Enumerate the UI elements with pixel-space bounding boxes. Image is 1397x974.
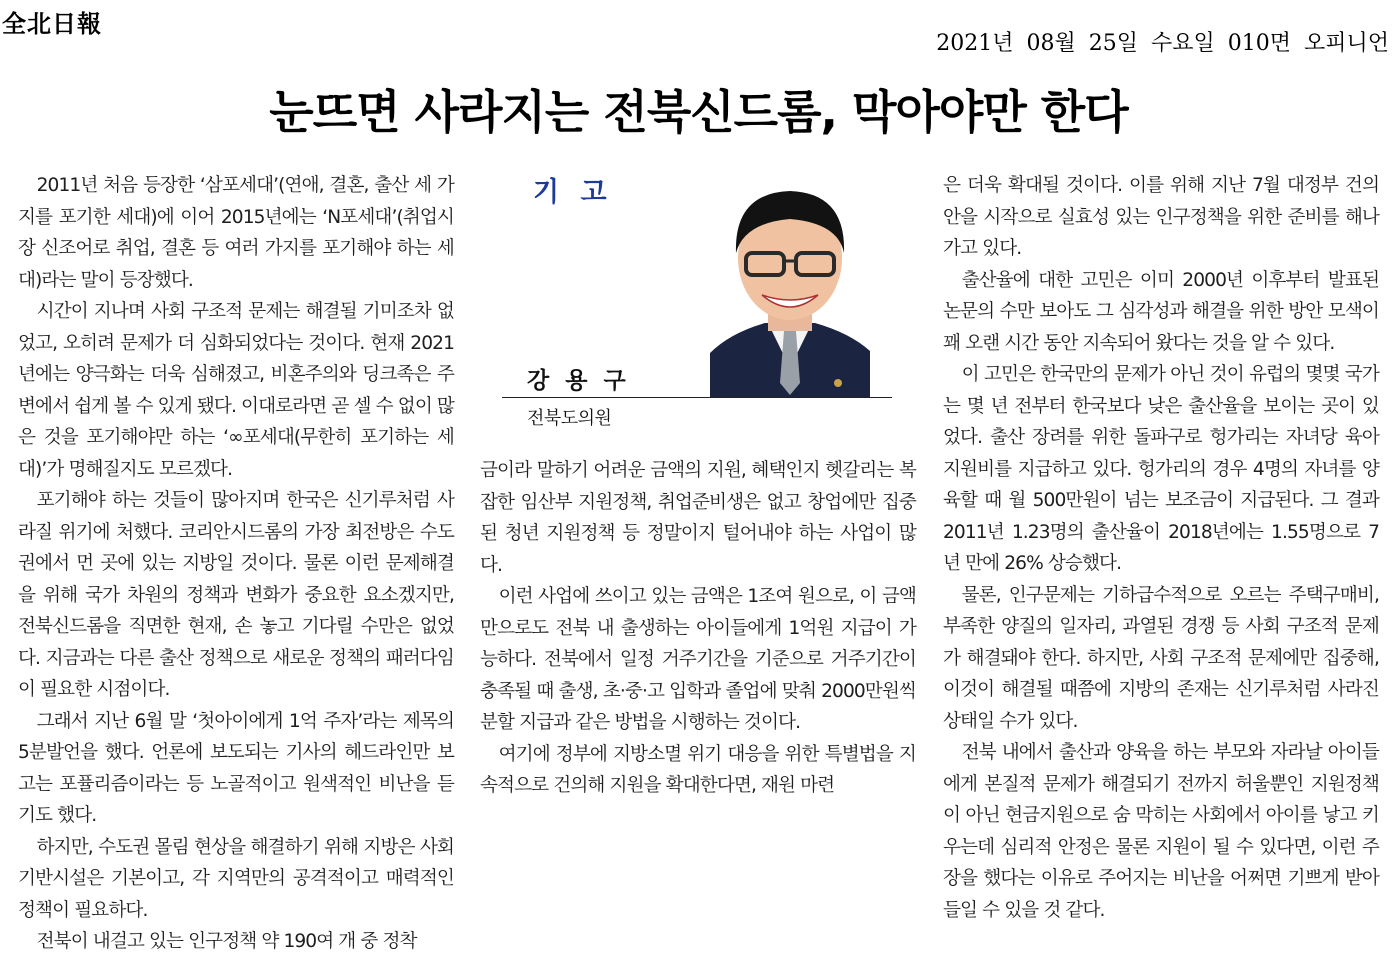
paragraph: 금이라 말하기 어려운 금액의 지원, 혜택인지 헷갈리는 복잡한 임산부 지원정책, 취업준비생은 없고 창업에만 집중된 청년 지원정책 등 정말이지 털어내야 하는 사업이 많다. [480, 460, 916, 576]
paragraph: 전북이 내걸고 있는 인구정책 약 190여 개 중 정착 [36, 931, 417, 952]
byline-divider [502, 397, 892, 398]
section-label-contribution: 기 고 [533, 177, 613, 208]
author-name: 강 용 구 [527, 368, 630, 394]
paragraph: 전북 내에서 출산과 양육을 하는 부모와 자라날 아이들에게 본질적 문제가 해결되기 전까지 허울뿐인 지원정책이 아닌 현금지원으로 숨 막히는 사회에서 아이를 낳고 키우는데 심리적 안정은 물론 지원이 될 수 있다면, 이런 주장을 했다는 이유로 주어지는 비난을 어쩌면 기쁘게 받아들일 수 있을 것 같다. [943, 742, 1379, 921]
paragraph: 시간이 지나며 사회 구조적 문제는 해결될 기미조차 없었고, 오히려 문제가 더 심화되었다는 것이다. 현재 2021년에는 양극화는 더욱 심해졌고, 비혼주의와 딩크족은 주변에서 쉽게 볼 수 있게 됐다. 이대로라면 곧 셀 수 없이 많은 것을 포기해야만 하는 ‘∞포세대(무한히 포기하는 세대)’가 명해질지도 모르겠다. [18, 301, 454, 480]
article-column-3 [943, 170, 1379, 926]
paragraph: 2011년 처음 등장한 ‘삼포세대’(연애, 결혼, 출산 세 가지를 포기한 세대)에 이어 2015년에는 ‘N포세대’(취업시장 신조어로 취업, 결혼 등 여러 가지를 포기해야 하는 세대)라는 말이 등장했다. [18, 175, 454, 291]
article-column-2 [480, 455, 916, 802]
paragraph: 은 더욱 확대될 것이다. 이를 위해 지난 7월 대정부 건의안을 시작으로 실효성 있는 인구정책을 위한 준비를 해나가고 있다. [943, 175, 1379, 259]
paragraph: 하지만, 수도권 몰림 현상을 해결하기 위해 지방은 사회기반시설은 기본이고, 각 지역만의 공격적이고 매력적인 정책이 필요하다. [18, 836, 454, 921]
paragraph: 이 고민은 한국만의 문제가 아닌 것이 유럽의 몇몇 국가는 몇 년 전부터 한국보다 낮은 출산율을 보이는 곳이 있었다. 출산 장려를 위한 돌파구로 헝가리는 자녀당 육아 지원비를 지급하고 있다. 헝가리의 경우 4명의 자녀를 양육할 때 월 500만원이 넘는 보조금이 지급된다. 그 결과 2011년 1.23명의 출산율이 2018년에는 1.55명으로 7년 만에 26% 상승했다. [943, 364, 1379, 574]
article-column-1 [18, 170, 454, 958]
paragraph: 그래서 지난 6월 말 ‘첫아이에게 1억 주자’라는 제목의 5분발언을 했다. 언론에 보도되는 기사의 헤드라인만 보고는 포퓰리즘이라는 등 노골적이고 원색적인 비난을 듣기도 했다. [18, 710, 454, 826]
paragraph: 이런 사업에 쓰이고 있는 금액은 1조여 원으로, 이 금액만으로도 전북 내 출생하는 아이들에게 1억원 지급이 가능하다. 전북에서 일정 거주기간을 기준으로 거주기간이 충족될 때 출생, 초·중·고 입학과 졸업에 맞춰 2000만원씩 분할 지급과 같은 방법을 시행하는 것이다. [480, 586, 916, 733]
paragraph: 포기해야 하는 것들이 많아지며 한국은 신기루처럼 사라질 위기에 처했다. 코리안시드롬의 가장 최전방은 수도권에서 먼 곳에 있는 지방일 것이다. 물론 이런 문제해결을 위해 국가 차원의 정책과 변화가 중요한 요소겠지만, 전북신드롬을 직면한 현재, 손 놓고 기다릴 수만은 없었다. 지금과는 다른 출산 정책으로 새로운 정책의 패러다임이 필요한 시점이다. [18, 490, 454, 700]
author-title: 전북도의원 [527, 408, 612, 429]
publication-dateline: 2021년 08월 25일 수요일 010면 오피니언 [936, 31, 1389, 56]
newspaper-masthead: 全北日報 [2, 10, 102, 38]
article-headline: 눈뜨면 사라지는 전북신드롬, 막아야만 한다 [269, 85, 1128, 139]
paragraph: 출산율에 대한 고민은 이미 2000년 이후부터 발표된 논문의 수만 보아도 그 심각성과 해결을 위한 방안 모색이 꽤 오랜 시간 동안 지속되어 왔다는 것을 알 수 있다. [943, 269, 1379, 354]
paragraph: 물론, 인구문제는 기하급수적으로 오르는 주택구매비, 부족한 양질의 일자리, 과열된 경쟁 등 사회 구조적 문제가 해결돼야 한다. 하지만, 사회 구조적 문제에만 집중해, 이것이 해결될 때쯤에 지방의 존재는 신기루처럼 사라진 상태일 수가 있다. [943, 584, 1379, 732]
author-portrait [710, 183, 870, 398]
paragraph: 여기에 정부에 지방소멸 위기 대응을 위한 특별법을 지속적으로 건의해 지원을 확대한다면, 재원 마련 [480, 743, 916, 796]
portrait-icon [710, 183, 870, 398]
